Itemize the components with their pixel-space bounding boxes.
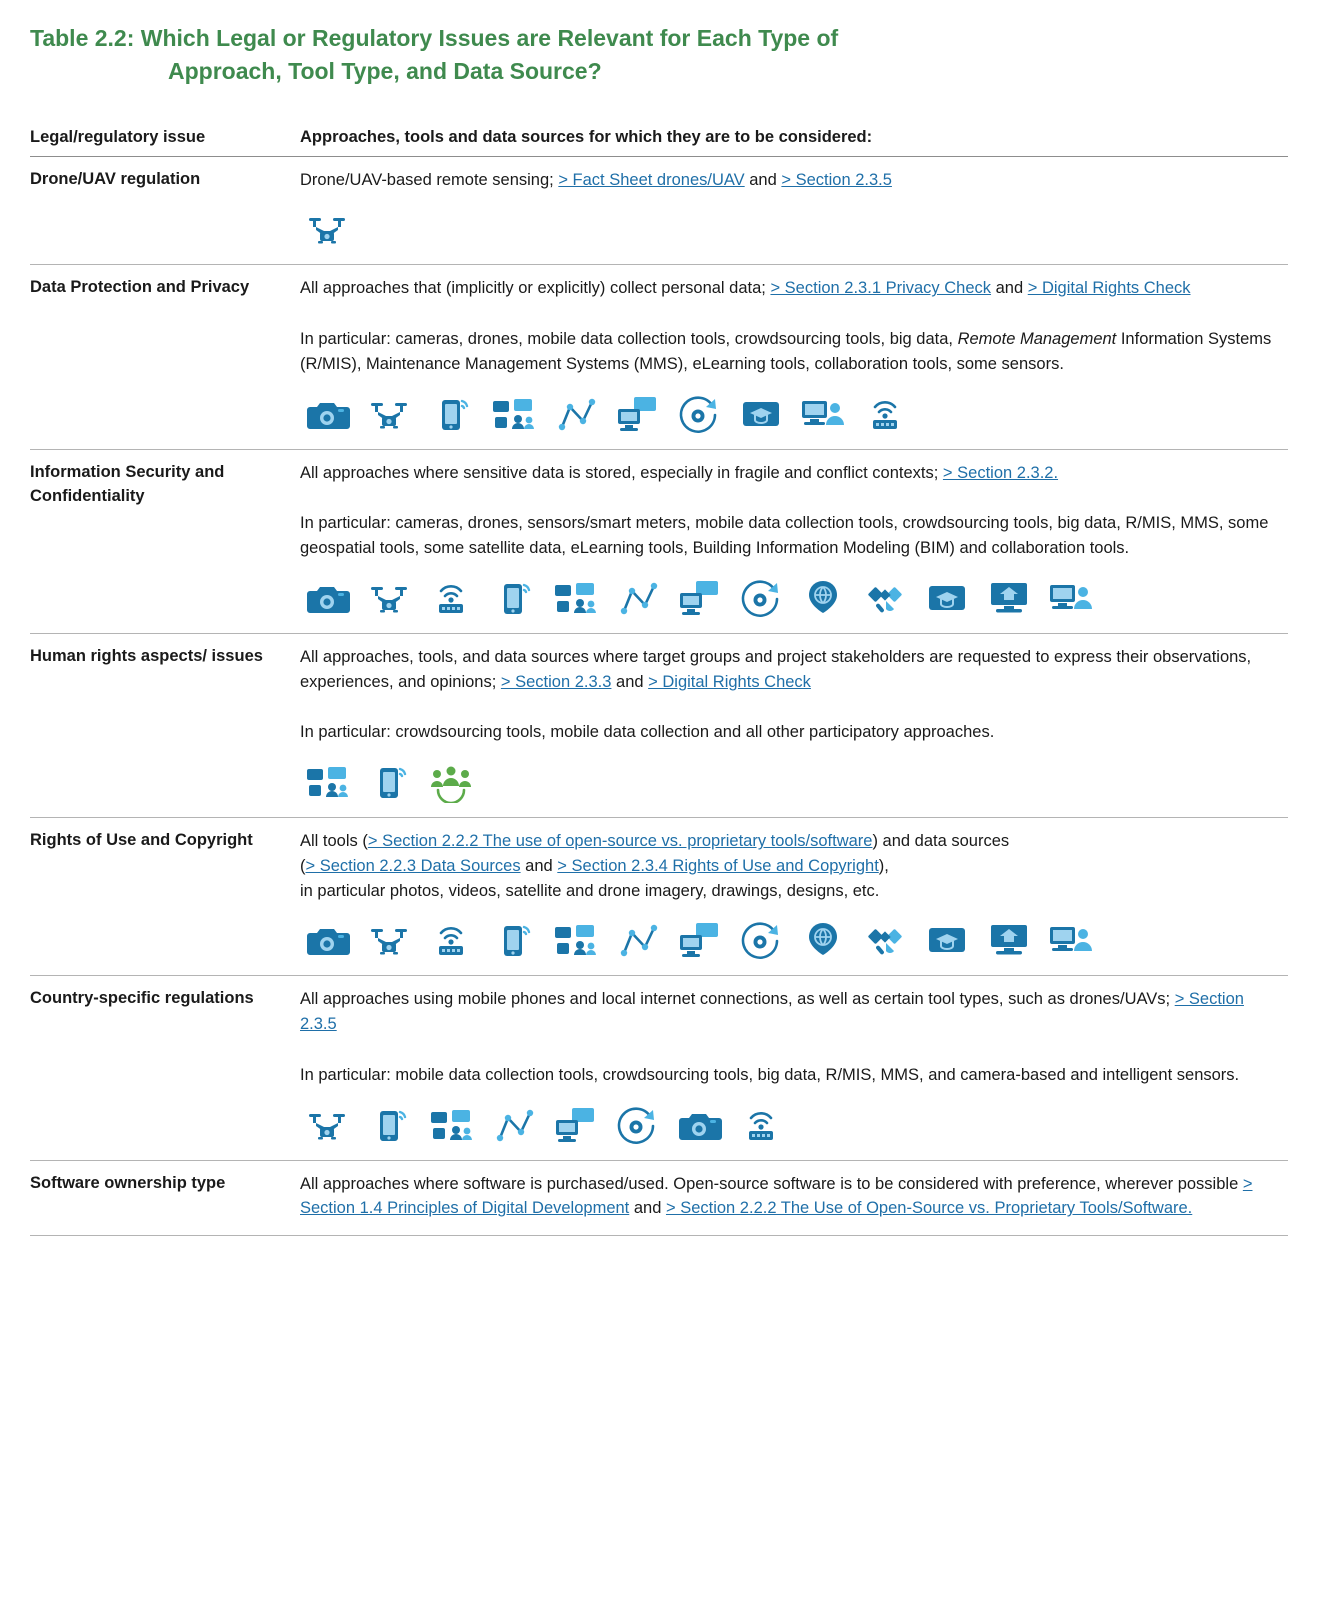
table-row <box>30 1160 1288 1236</box>
detail-text: ), <box>878 856 889 875</box>
table-row <box>30 156 1288 265</box>
camera-icon <box>302 575 352 619</box>
process-cycle-icon <box>736 917 786 961</box>
link-section-234-rights-of-use[interactable]: > Section 2.3.4 Rights of Use and Copyright <box>557 856 879 875</box>
globe-icon <box>798 575 848 619</box>
link-section-222-open-source[interactable]: > Section 2.2.2 The Use of Open-Source vs. Proprietary Tools/Software. <box>665 1199 1193 1218</box>
detail-text: All approaches where software is purchased/used. Open-source software is to be considered with preference, wherever possible <box>300 1174 1243 1193</box>
link-privacy-check[interactable]: > Section 2.3.1 Privacy Check <box>770 279 992 298</box>
elearning-icon <box>922 575 972 619</box>
detail-text: Drone/UAV-based remote sensing; <box>300 170 559 189</box>
camera-icon <box>674 1102 724 1146</box>
page-title-line-1: Table 2.2: Which Legal or Regulatory Issues are Relevant for Each Type of <box>30 25 839 51</box>
globe-icon <box>798 917 848 961</box>
process-cycle-icon <box>674 391 724 435</box>
drone-icon <box>364 917 414 961</box>
collaboration-icon <box>1046 575 1096 619</box>
detail-paragraph <box>300 276 1282 301</box>
issue-detail <box>292 265 1288 449</box>
crowdsourcing-icon <box>488 391 538 435</box>
detail-text: All tools ( <box>300 832 368 851</box>
link-section-14-principles[interactable]: > Section 1.4 Principles of Digital Development <box>300 1174 1253 1218</box>
geospatial-icon <box>612 917 662 961</box>
rmis-icon <box>550 1102 600 1146</box>
issue-detail <box>292 818 1288 976</box>
link-section-232[interactable]: > Section 2.3.2. <box>942 463 1059 482</box>
geospatial-icon <box>550 391 600 435</box>
page-title <box>30 22 1288 89</box>
detail-paragraph-secondary <box>300 327 1282 377</box>
camera-icon <box>302 917 352 961</box>
link-section-235[interactable]: > Section 2.3.5 <box>300 990 1244 1034</box>
issue-label: Rights of Use and Copyright <box>30 831 253 850</box>
rmis-icon <box>674 575 724 619</box>
collaboration-icon <box>1046 917 1096 961</box>
issue-label: Data Protection and Privacy <box>30 278 250 297</box>
elearning-icon <box>922 917 972 961</box>
detail-text: All approaches using mobile phones and local internet connections, as well as certain tool types, such as drones/UAVs; <box>300 990 1175 1009</box>
column-header-approaches: Approaches, tools and data sources for which they are to be considered: <box>292 119 1288 157</box>
detail-paragraph-secondary: In particular: crowdsourcing tools, mobile data collection and all other participatory approaches. <box>300 723 995 742</box>
detail-text: All approaches, tools, and data sources where target groups and project stakeholders are requested to express their observations, experiences, and opinions; <box>300 647 1252 691</box>
detail-text: and <box>520 856 558 875</box>
detail-paragraph <box>300 461 1282 486</box>
participation-icon <box>426 759 476 803</box>
table-row <box>30 265 1288 449</box>
crowdsourcing-icon <box>550 917 600 961</box>
table-row <box>30 818 1288 976</box>
table-row <box>30 633 1288 817</box>
icon-row <box>300 391 1282 435</box>
icon-row <box>300 206 1282 250</box>
sensor-icon <box>736 1102 786 1146</box>
drone-icon <box>302 1102 352 1146</box>
detail-paragraph-secondary: In particular: cameras, drones, sensors/smart meters, mobile data collection tools, crowdsourcing tools, big data, R/MIS, MMS, some geospatial tools, some satellite data, eLearning tools, Building Information Modeling (BIM) and collaboration tools. <box>300 514 1269 558</box>
crowdsourcing-icon <box>550 575 600 619</box>
geospatial-icon <box>488 1102 538 1146</box>
link-section-235[interactable]: > Section 2.3.5 <box>781 170 892 189</box>
detail-paragraph-secondary: In particular: mobile data collection tools, crowdsourcing tools, big data, R/MIS, MMS, and camera-based and intelligent sensors. <box>300 1065 1240 1084</box>
detail-paragraph <box>300 854 1282 879</box>
detail-text: and <box>744 170 782 189</box>
icon-row <box>300 759 1282 803</box>
collaboration-icon <box>798 391 848 435</box>
detail-paragraph: in particular photos, videos, satellite and drone imagery, drawings, designs, etc. <box>300 881 880 900</box>
process-cycle-icon <box>736 575 786 619</box>
link-section-223-data-sources[interactable]: > Section 2.2.3 Data Sources <box>305 856 521 875</box>
issue-label: Software ownership type <box>30 1173 226 1192</box>
link-digital-rights-check[interactable]: > Digital Rights Check <box>1027 279 1191 298</box>
detail-text: All approaches where sensitive data is stored, especially in fragile and conflict contexts; <box>300 463 943 482</box>
mobile-data-collection-icon <box>488 575 538 619</box>
table-header-row <box>30 119 1288 157</box>
issue-detail <box>292 156 1288 265</box>
mobile-data-collection-icon <box>426 391 476 435</box>
drone-icon <box>302 206 352 250</box>
issue-detail <box>292 449 1288 633</box>
crowdsourcing-icon <box>302 759 352 803</box>
detail-text: In particular: cameras, drones, mobile data collection tools, crowdsourcing tools, big data, <box>300 330 958 349</box>
issue-label: Country-specific regulations <box>30 989 254 1008</box>
bim-icon <box>984 917 1034 961</box>
process-cycle-icon <box>612 1102 662 1146</box>
legal-issues-table <box>30 119 1288 1237</box>
rmis-icon <box>612 391 662 435</box>
detail-text: Information Systems (R/MIS), Maintenance Management Systems (MMS), eLearning tools, collaboration tools, some sensors. <box>300 330 1272 373</box>
camera-icon <box>302 391 352 435</box>
detail-paragraph <box>300 168 1282 193</box>
detail-text: and <box>991 279 1028 298</box>
detail-paragraph <box>300 987 1282 1037</box>
sensor-icon <box>426 917 476 961</box>
crowdsourcing-icon <box>426 1102 476 1146</box>
issue-detail <box>292 1160 1288 1236</box>
drone-icon <box>364 575 414 619</box>
link-section-222[interactable]: > Section 2.2.2 The use of open-source vs. proprietary tools/software <box>367 832 873 851</box>
rmis-icon <box>674 917 724 961</box>
mobile-data-collection-icon <box>488 917 538 961</box>
link-fact-sheet-drones[interactable]: > Fact Sheet drones/UAV <box>558 170 745 189</box>
detail-text: ( <box>300 856 306 875</box>
link-digital-rights-check[interactable]: > Digital Rights Check <box>648 672 811 691</box>
issue-detail <box>292 633 1288 817</box>
sensor-icon <box>426 575 476 619</box>
satellite-icon <box>860 575 910 619</box>
table-row <box>30 976 1288 1160</box>
detail-text: and <box>611 672 649 691</box>
elearning-icon <box>736 391 786 435</box>
detail-paragraph <box>300 1172 1282 1222</box>
page-title-line-2: Approach, Tool Type, and Data Source? <box>168 58 602 85</box>
table-row <box>30 449 1288 633</box>
issue-label: Human rights aspects/ issues <box>30 646 263 665</box>
detail-paragraph <box>300 829 1282 854</box>
icon-row <box>300 1102 1282 1146</box>
mobile-data-collection-icon <box>364 1102 414 1146</box>
detail-text: All approaches that (implicitly or explicitly) collect personal data; <box>300 279 771 298</box>
detail-paragraph <box>300 645 1282 695</box>
bim-icon <box>984 575 1034 619</box>
column-header-issue: Legal/regulatory issue <box>30 119 292 157</box>
detail-text-italic: Remote Management <box>957 330 1117 349</box>
detail-text: ) and data sources <box>872 832 1010 851</box>
satellite-icon <box>860 917 910 961</box>
issue-label: Information Security and Confidentiality <box>30 462 225 505</box>
detail-text: and <box>629 1199 666 1218</box>
sensor-icon <box>860 391 910 435</box>
issue-label: Drone/UAV regulation <box>30 169 201 188</box>
geospatial-icon <box>612 575 662 619</box>
drone-icon <box>364 391 414 435</box>
link-section-233[interactable]: > Section 2.3.3 <box>500 672 612 691</box>
mobile-data-collection-icon <box>364 759 414 803</box>
icon-row <box>300 575 1282 619</box>
issue-detail <box>292 976 1288 1160</box>
icon-row <box>300 917 1282 961</box>
